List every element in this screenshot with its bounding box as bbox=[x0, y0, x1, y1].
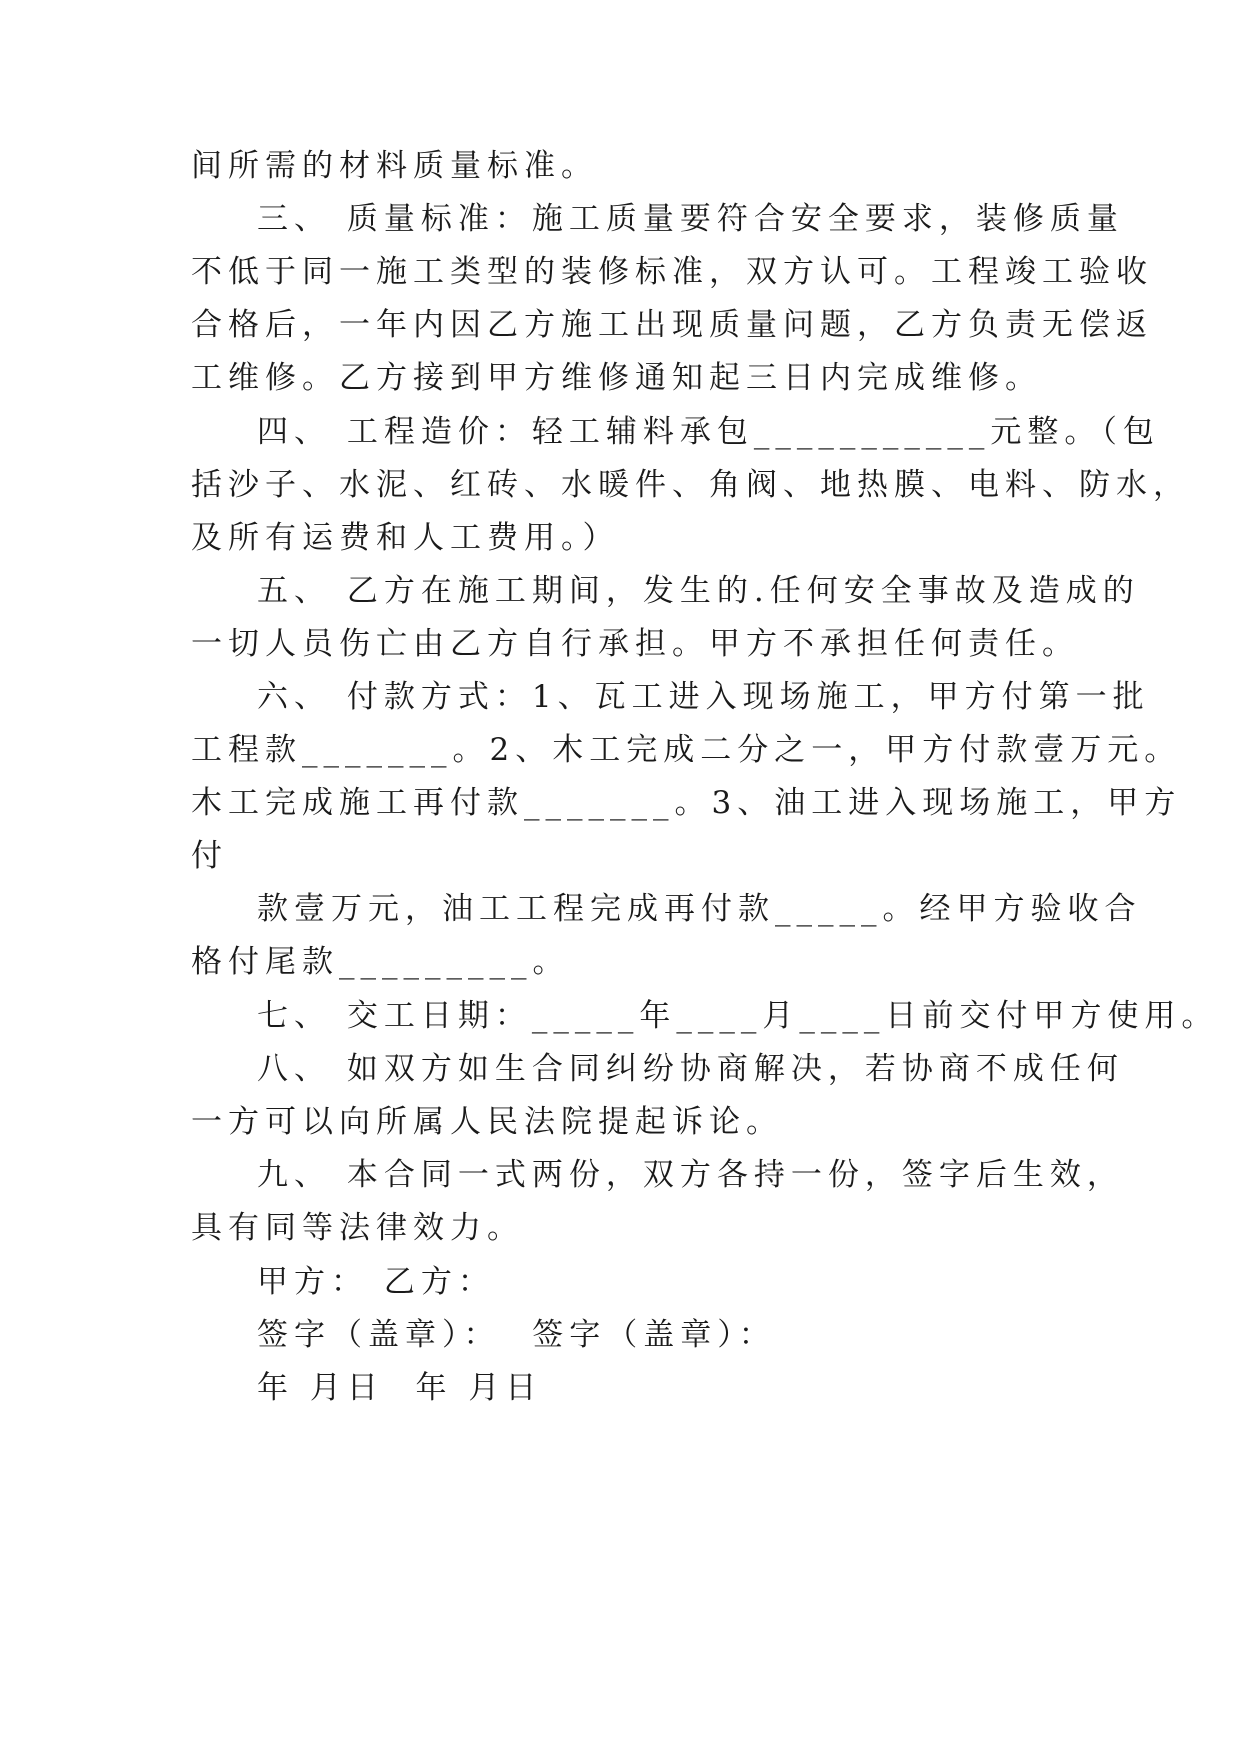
document-line: 款壹万元，油工工程完成再付款_____。经甲方验收合 bbox=[257, 891, 1142, 927]
document-line: 七、 交工日期：_____年____月____日前交付甲方使用。 bbox=[257, 998, 1219, 1034]
document-line: 一方可以向所属人民法院提起诉论。 bbox=[191, 1104, 783, 1140]
document-line: 合格后，一年内因乙方施工出现质量问题，乙方负责无偿返 bbox=[191, 307, 1153, 343]
document-line: 括沙子、水泥、红砖、水暖件、角阀、地热膜、电料、防水， bbox=[191, 467, 1190, 503]
document-line: 五、 乙方在施工期间，发生的.任何安全事故及造成的 bbox=[257, 573, 1140, 609]
document-line: 年 月日 年 月日 bbox=[257, 1370, 543, 1406]
document-line: 付 bbox=[191, 838, 228, 874]
document-line: 一切人员伤亡由乙方自行承担。甲方不承担任何责任。 bbox=[191, 626, 1079, 662]
document-line: 四、 工程造价：轻工辅料承包___________元整。（包 bbox=[257, 414, 1160, 450]
document-line: 甲方： 乙方： bbox=[257, 1264, 495, 1300]
document-line: 工维修。乙方接到甲方维修通知起三日内完成维修。 bbox=[191, 360, 1042, 396]
document-line: 六、 付款方式：1、瓦工进入现场施工，甲方付第一批 bbox=[257, 679, 1150, 715]
document-line: 不低于同一施工类型的装修标准，双方认可。工程竣工验收 bbox=[191, 254, 1153, 290]
document-line: 八、 如双方如生合同纠纷协商解决，若协商不成任何 bbox=[257, 1051, 1124, 1087]
document-line: 工程款_______。2、木工完成二分之一，甲方付款壹万元。 bbox=[191, 732, 1182, 768]
document-line: 间所需的材料质量标准。 bbox=[191, 148, 598, 184]
document-line: 三、 质量标准：施工质量要符合安全要求，装修质量 bbox=[257, 201, 1124, 237]
document-line: 木工完成施工再付款_______。3、油工进入现场施工，甲方 bbox=[191, 785, 1182, 821]
document-line: 格付尾款_________。 bbox=[191, 944, 570, 980]
document-line: 九、 本合同一式两份，双方各持一份，签字后生效， bbox=[257, 1157, 1124, 1193]
document-line: 具有同等法律效力。 bbox=[191, 1210, 524, 1246]
document-line: 及所有运费和人工费用。） bbox=[191, 520, 620, 556]
document-line: 签字（盖章）： 签字（盖章）： bbox=[257, 1317, 776, 1353]
